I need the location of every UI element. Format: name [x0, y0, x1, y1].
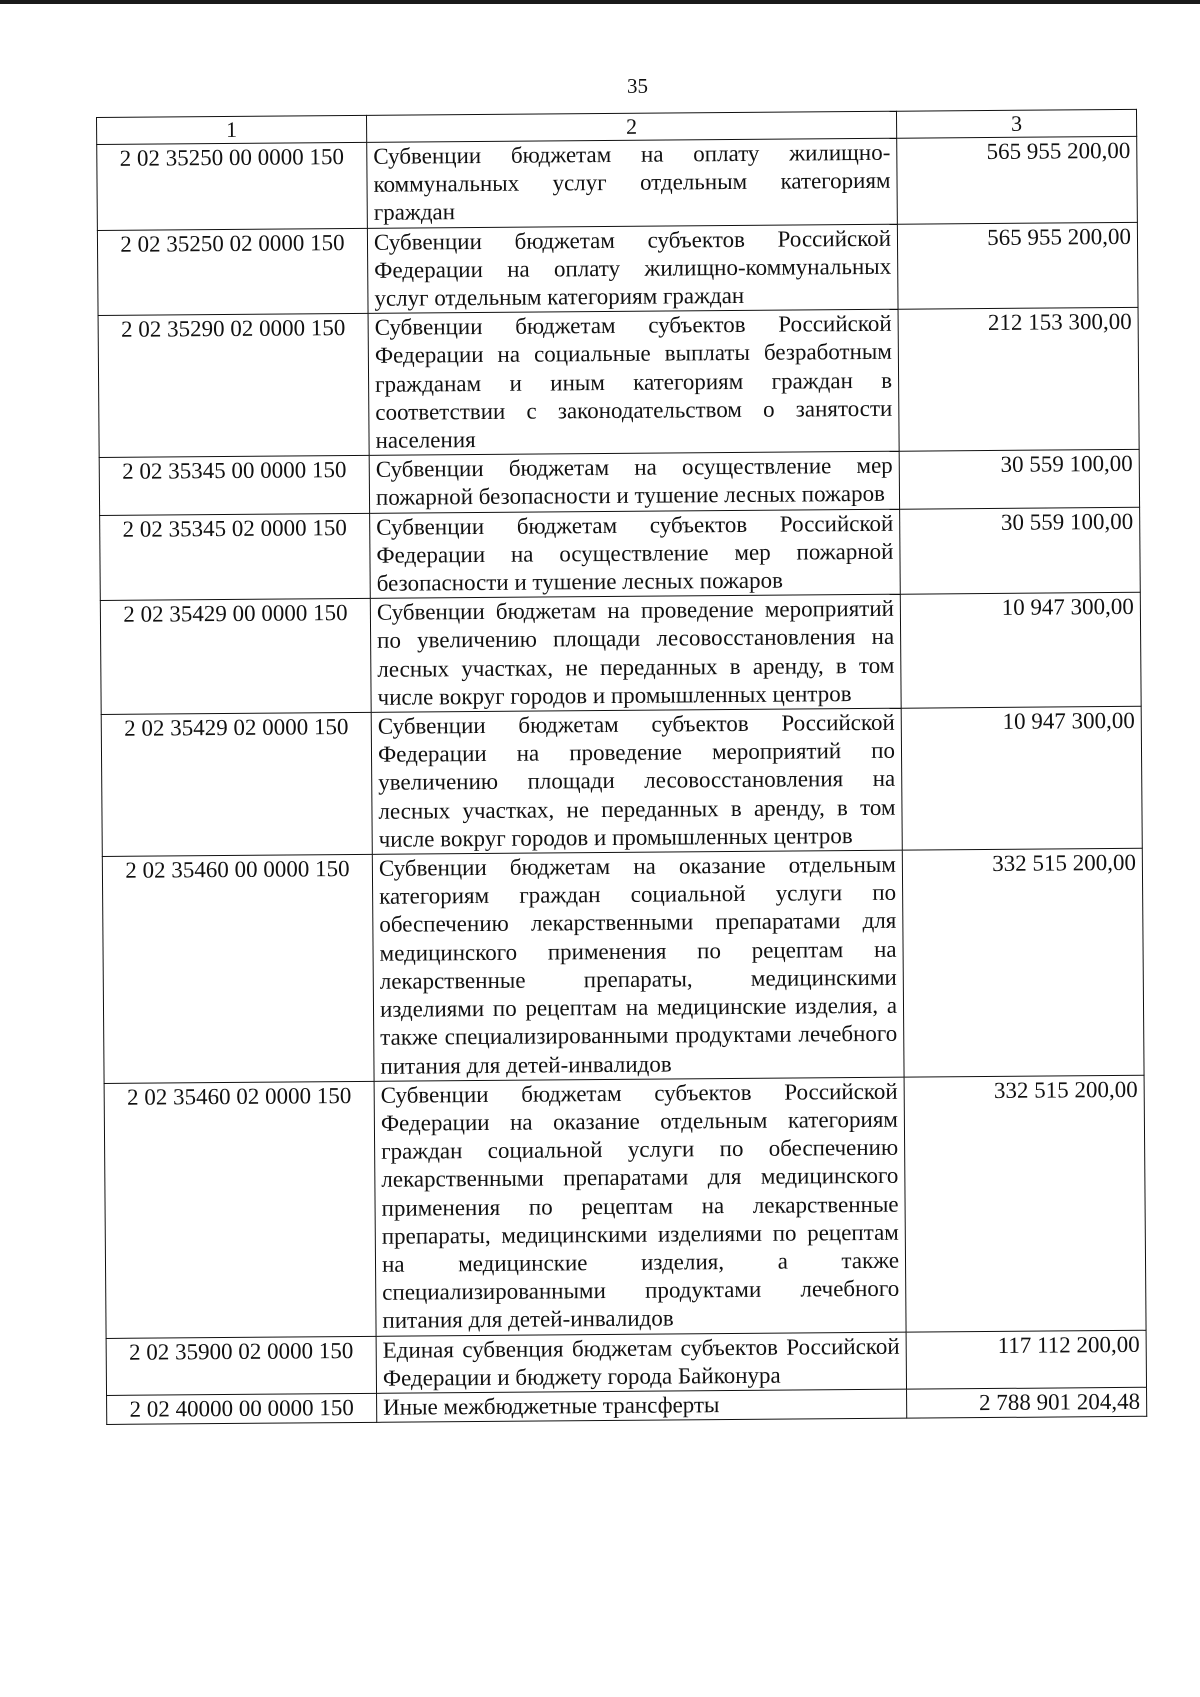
table-row [104, 1075, 1146, 1338]
table-row [99, 450, 1139, 516]
column-header-3: 3 [896, 109, 1136, 138]
row-description: Субвенции бюджетам на проведение мероприятий по увеличению площади лесовосстановления на лесных участках, не переданных в аренду, в том числе вокруг городов и промышленных центров [370, 594, 901, 712]
column-header-2: 2 [366, 111, 896, 142]
row-code: 2 02 35900 02 0000 150 [106, 1336, 376, 1396]
row-description: Иные межбюджетные трансферты [377, 1389, 907, 1422]
row-description: Субвенции бюджетам субъектов Российской Федерации на социальные выплаты безработным гражданам и иным категориям граждан в соответствии с законодательством о занятости населения [368, 309, 899, 455]
row-code: 2 02 35460 02 0000 150 [104, 1081, 376, 1338]
table-row [98, 308, 1139, 458]
row-code: 2 02 35250 00 0000 150 [97, 142, 368, 230]
row-description: Субвенции бюджетам на осуществление мер пожарной безопасности и тушение лесных пожаров [369, 451, 899, 513]
row-description: Субвенции бюджетам субъектов Российской Федерации на проведение мероприятий по увеличению площади лесовосстановления на лесных участках, не переданных в аренду, в том числе вокруг городов и промышленных центров [371, 708, 902, 854]
row-description: Субвенции бюджетам на оказание отдельным категориям граждан социальной услуги по обеспечению лекарственными препаратами для медицинского применения по рецептам на лекарственные препараты, медицинскими изделиями по рецептам на медицинские изделия, а также специализированными продуктами лечебного питания для детей-инвалидов [372, 850, 904, 1081]
table-row [100, 507, 1141, 601]
row-amount: 212 153 300,00 [898, 308, 1139, 452]
row-code: 2 02 35250 02 0000 150 [97, 228, 368, 316]
row-amount: 2 788 901 204,48 [907, 1387, 1147, 1418]
table-row [102, 848, 1144, 1083]
page-number: 35 [627, 74, 648, 98]
row-code: 2 02 35429 00 0000 150 [100, 599, 371, 715]
row-code: 2 02 35429 02 0000 150 [101, 712, 372, 856]
scan-top-edge [0, 0, 1200, 4]
budget-table [96, 109, 1147, 1425]
row-code: 2 02 40000 00 0000 150 [107, 1393, 377, 1424]
row-amount: 30 559 100,00 [899, 450, 1139, 509]
row-description: Единая субвенция бюджетам субъектов Российской Федерации и бюджету города Байконура [376, 1332, 906, 1394]
row-amount: 10 947 300,00 [900, 593, 1141, 709]
row-code: 2 02 35345 02 0000 150 [100, 513, 371, 601]
row-amount: 332 515 200,00 [902, 848, 1144, 1077]
row-amount: 565 955 200,00 [897, 222, 1138, 309]
row-code: 2 02 35345 00 0000 150 [99, 456, 369, 516]
row-description: Субвенции бюджетам на оплату жилищно-коммунальных услуг отдельным категориям граждан [367, 138, 898, 228]
row-amount: 565 955 200,00 [897, 136, 1138, 223]
row-amount: 117 112 200,00 [906, 1330, 1146, 1389]
table-row [97, 222, 1138, 316]
row-amount: 332 515 200,00 [904, 1075, 1146, 1332]
row-amount: 30 559 100,00 [900, 507, 1141, 594]
row-description: Субвенции бюджетам субъектов Российской Федерации на осуществление мер пожарной безопасности и тушение лесных пожаров [370, 509, 901, 599]
row-code: 2 02 35290 02 0000 150 [98, 314, 369, 458]
row-code: 2 02 35460 00 0000 150 [102, 854, 374, 1083]
table-row [101, 706, 1142, 856]
row-description: Субвенции бюджетам субъектов Российской Федерации на оказание отдельным категориям граждан социальной услуги по обеспечению лекарственными препаратами для медицинского применения по рецептам на лекарственные препараты, медицинскими изделиями по рецептам на медицинские изделия, а также специализированными продуктами лечебного питания для детей-инвалидов [374, 1077, 906, 1336]
row-description: Субвенции бюджетам субъектов Российской Федерации на оплату жилищно-коммунальных услуг отдельным категориям граждан [367, 224, 898, 314]
table-row [106, 1330, 1146, 1396]
table-row [97, 136, 1138, 230]
row-amount: 10 947 300,00 [901, 706, 1142, 850]
column-header-1: 1 [97, 115, 367, 144]
table-row [100, 593, 1141, 715]
